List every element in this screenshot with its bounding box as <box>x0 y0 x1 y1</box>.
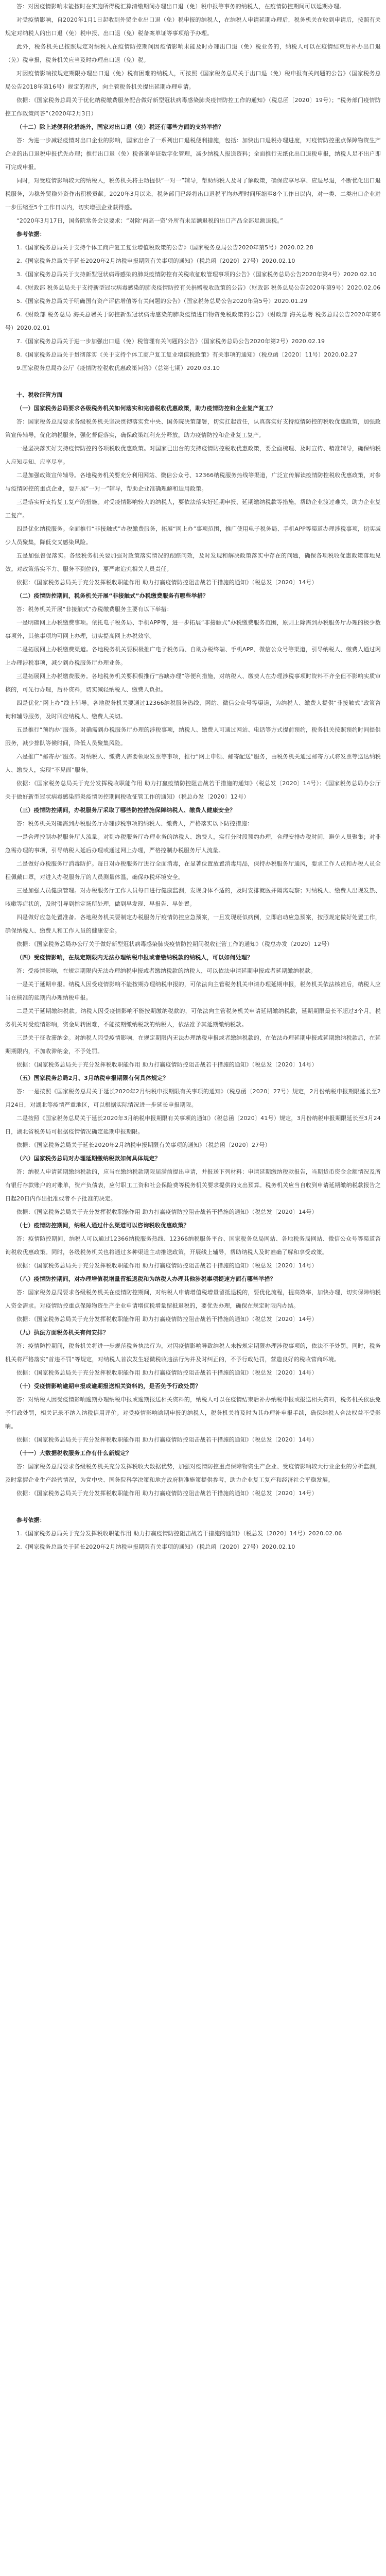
paragraph: 三是加强人员健康管理。对办税服务厅工作人员每日进行健康监测，发现身体不适的，及时安排就医并隔离观察；对纳税人、缴费人出现发热、咳嗽等症状的，及时引导到指定场所处理，做到早发现、早报告、早处置。 <box>5 887 381 907</box>
spacer <box>5 1500 381 1514</box>
paragraph: 依据：《国家税务总局关于充分发挥税收职能作用 助力打赢疫情防控阻击战若干措施的通知》（税总发〔2020〕14号） <box>16 1316 318 1323</box>
question-heading: （四）受疫情影响，在规定期限内无法办理纳税申报或者缴纳税款的纳税人，可以如何处理？ <box>16 954 253 961</box>
paragraph: 二是关于延期缴纳税款。纳税人因受疫情影响不能按期缴纳税款的，可依法向主管税务机关申请延期缴纳税款，延期期限最长不超过3个月。税务机关对受疫情影响，资金周转困难，不能按期缴纳税款的纳税人，依法准予其延期缴纳税款。 <box>5 1008 381 1028</box>
paragraph: 依据：《国家税务总局关于充分发挥税收职能作用 助力打赢疫情防控阻击战若干措施的通知》（税总发〔2020〕14号） <box>16 1209 318 1215</box>
paragraph: 四是优化“网上办”线上辅导。各地税务机关要通过12366纳税服务热线、网站、微信公众号等渠道，为纳税人、缴费人提供“非接触式”政策咨询和辅导服务，及时回应纳税人、缴费人关切。 <box>5 700 381 720</box>
paragraph: 依据：《国家税务总局关于优化纳税缴费服务配合做好新型冠状病毒感染肺炎疫情防控工作的通知》（税总函〔2020〕19号）；“税务部门疫情防控工作政策问答”（2020年2月3日） <box>5 97 381 117</box>
paragraph: 五是加强督促落实。各级税务机关要加强对政策落实情况的跟踪问效，及时发现和解决政策落实中存在的问题，确保各项税收优惠政策落地见效。对政策落实不力、服务不到位的，要严肃追究相关人员责任。 <box>5 552 381 572</box>
question-heading: （二）疫情防控期间，税务机关开展“非接触式”办税缴费服务有哪些举措？ <box>16 592 209 599</box>
question-heading: （五）国家税务总局2月、3月纳税申报期限有何具体规定？ <box>16 1075 169 1081</box>
section-heading: 十、税收征管方面 <box>16 392 63 398</box>
paragraph: 三是关于征收滞纳金。对纳税人因受疫情影响，在规定期限内无法办理纳税申报或者缴纳税款的，在依法办理延期申报或延期缴纳税款后，在延期期限内，不加收滞纳金，不予处罚。 <box>5 1035 381 1055</box>
paragraph: 同时，对受疫情影响较大的纳税人，税务机关将主动提供“一对一”辅导，帮助纳税人及时了解政策，确保应享尽享、应退尽退，不断优化出口退税服务，为稳外贸稳外资作出积极贡献。2020年3月以来，税务部门已经将出口退税平均办理时间压缩至8个工作日以内，对一类、二类出口企业进一步压缩至5个工作日以内，切实增强企业获得感。 <box>5 177 381 211</box>
paragraph: 依据：《国家税务总局关于充分发挥税收职能作用 助力打赢疫情防控阻击战若干措施的通知》（税总发〔2020〕14号） <box>16 1061 318 1068</box>
paragraph: 答：国家税务总局要求各级税务机关充分发挥税收大数据优势，加强对疫情防控重点保障物资生产企业、受疫情影响较大行业企业的分析监测，及时掌握企业生产经营情况，为党中央、国务院科学决策和地方政府精准施策提供参考，助力企业复工复产和经济社会平稳发展。 <box>5 1463 381 1483</box>
paragraph: 一是坚决落实好支持疫情防控的各项税收优惠政策。对国家已出台的支持疫情防控税收优惠政策，要全面梳理、及时宣传、精准辅导，确保纳税人应知尽知、应享尽享。 <box>5 445 381 465</box>
paragraph: 6.《财政部 税务总局 海关总署关于防控新型冠状病毒感染的肺炎疫情进口物资免税政策的公告》（财政部 海关总署 税务总局公告2020年第6号）2020.02.01 <box>5 311 381 331</box>
paragraph: 1.《国家税务总局关于支持个体工商户复工复业增值税政策的公告》（国家税务总局公告2020年第5号）2020.02.28 <box>16 244 313 251</box>
paragraph: 2.《国家税务总局关于延长2020年2月纳税申报期限有关事项的通知》（税总函〔2020〕27号）2020.02.10 <box>16 1544 295 1550</box>
paragraph: 4.《财政部 税务总局关于支持新型冠状病毒感染的肺炎疫情防控有关捐赠税收政策的公告》（财政部 税务总局公告2020年第9号）2020.02.06 <box>16 284 381 291</box>
question-heading: （九）执法方面税务机关有何安排？ <box>16 1329 109 1336</box>
paragraph: 依据：《国家税务总局办公厅关于做好新型冠状病毒感染肺炎疫情防控期间税收征管工作的通知》（税总办发〔2020〕12号） <box>16 941 333 947</box>
question-heading: 参考依据： <box>16 1517 45 1523</box>
paragraph: 四是做好应急处置准备。各地税务机关要制定办税服务厅疫情防控应急预案，一旦发现疑似病例，立即启动应急预案，按照规定做好处置工作，确保纳税人、缴费人和工作人员的健康安全。 <box>5 914 381 934</box>
paragraph: “2020年3月17日，国务院常务会议要求：“对除‘两高一资’外所有未足额退税的出口产品全部足额退税。” <box>16 217 283 224</box>
paragraph: 答：一是按照《国家税务总局关于延长2020年2月纳税申报期限有关事项的通知》（税总函〔2020〕27号）规定，2月份纳税申报期限延长至2月24日，对湖北等疫情严重地区，可以根据实际情况进一步延长申报期限。 <box>5 1088 381 1108</box>
paragraph: 答：国家税务总局要求各级税务机关在疫情防控期间，对纳税人申请增值税增量留抵退税的，要优化流程，提高效率，加快办理，切实保障纳税人资金需求。对疫情防控重点保障物资生产企业申请增值税增量留抵退税的，要优先办理，确保在规定时限内办结。 <box>5 1289 381 1309</box>
question-heading: （八）疫情防控期间，对办理增值税增量留抵退税和为纳税人办理其他涉税事项提速方面有哪些举措？ <box>16 1276 276 1282</box>
paragraph: 依据：《国家税务总局关于充分发挥税收职能作用 助力打赢疫情防控阻击战若干措施的通知》（税总发〔2020〕14号） <box>16 1436 318 1443</box>
paragraph: 答：纳税人申请延期缴纳税款的，应当在缴纳税款期限届满前提出申请，并报送下列材料：申请延期缴纳税款报告，当期货币资金余额情况及所有银行存款账户的对账单，资产负债表，应付职工工资和社会保险费等税务机关要求提供的支出预算。税务机关应当自收到申请延期缴纳税款报告之日起20日内作出批准或者不予批准的决定。 <box>5 1168 381 1202</box>
paragraph: 依据：《国家税务总局关于充分发挥税收职能作用 助力打赢疫情防控阻击战若干措施的通知》（税总发〔2020〕14号） <box>16 1490 318 1497</box>
paragraph: 答：税务机关开展“非接触式”办税缴费服务主要有以下举措： <box>16 606 172 613</box>
question-heading: （六）国家税务总局对办理延期缴纳税款如何具体规定？ <box>16 1155 161 1162</box>
paragraph: 一是关于延期申报。纳税人因受疫情影响不能按期办理纳税申报的，可依法向主管税务机关申请办理延期申报，税务机关依法核准后，纳税人应当在核准的延期内办理纳税申报。 <box>5 981 381 1001</box>
question-heading: 参考依据： <box>16 231 45 238</box>
paragraph: 5.《国家税务总局关于明确国有资产评估增值等有关问题的公告》（国家税务总局公告2020年第5号）2020.01.29 <box>16 298 308 304</box>
paragraph: 六是推广“邮寄办”服务。对纳税人、缴费人需要领取发票等事项，推行“网上申领、邮寄配送”服务，由税务机关通过邮寄方式将发票等送达纳税人、缴费人，实现“不见面”服务。 <box>5 753 381 773</box>
spacer <box>5 375 381 388</box>
paragraph: 依据：《国家税务总局关于充分发挥税收职能作用 助力打赢疫情防控阻击战若干措施的通知》（税总发〔2020〕14号） <box>16 1262 318 1269</box>
question-heading: （一）国家税务总局要求各级税务机关如何落实和完善税收优惠政策，助力疫情防控和企业复产复工？ <box>16 405 276 412</box>
paragraph: 1.《国家税务总局关于充分发挥税收职能作用 助力打赢疫情防控阻击战若干措施的通知》（税总发〔2020〕14号）2020.02.06 <box>16 1530 342 1537</box>
paragraph: 依据：《国家税务总局关于充分发挥税收职能作用 助力打赢疫情防控阻击战若干措施的通知》（税总发〔2020〕14号） <box>16 1369 318 1376</box>
paragraph: 二是拓展网上办税缴费渠道。各地税务机关要积极推广电子税务局、自助办税终端、手机APP、微信公众号等渠道，引导纳税人、缴费人通过网上办理涉税事项，减少到办税服务厅办理业务。 <box>5 646 381 666</box>
paragraph: 3.《国家税务总局关于支持新型冠状病毒感染的肺炎疫情防控有关税收征收管理事项的公告》（国家税务总局公告2020年第4号）2020.02.10 <box>16 271 377 278</box>
paragraph: 四是优化纳税服务。全面推行“非接触式”办税缴费服务，拓展“网上办”事项范围，推广使用电子税务局、手机APP等渠道办理涉税事项，切实减少人员聚集，降低交叉感染风险。 <box>5 526 381 546</box>
question-heading: （十二）除上述便利化措施外，国家对出口退（免）税还有哪些方面的支持举措？ <box>16 124 224 130</box>
paragraph: 一是明确网上办税缴费事项。依托电子税务局、手机APP等，进一步拓展“非接触式”办税缴费服务范围，原则上除需到办税服务厅办理的极少数事项外，其他事项均可网上办理，切实提高网上办税效率。 <box>5 619 381 639</box>
question-heading: （十一）大数据税收服务工作有什么新规定？ <box>16 1450 132 1456</box>
paragraph: 三是落实好支持复工复产的措施。对受疫情影响较大的纳税人，要依法落实好延期申报、延期缴纳税款等措施，帮助企业渡过难关，助力企业复工复产。 <box>5 499 381 519</box>
paragraph: 8.《国家税务总局关于贯彻落实《关于支持个体工商户复工复业增值税政策》有关事项的通知》（税总函〔2020〕11号）2020.02.27 <box>16 351 358 358</box>
paragraph: 对受疫情影响，自2020年1月1日起收到外贸企业出口退（免）税申报的纳税人，在纳税人申请延期办理后，税务机关在收到申请后，按照有关规定对纳税人的出口退（免）税申报、出口退（免）税备案单证等事项给予办理。 <box>5 16 381 37</box>
paragraph: 三是拓展网上办税缴费服务。各地税务机关要积极推行“容缺办理”等便利措施，对纳税人、缴费人在办理涉税事项时资料不齐全但不影响实质审核的，可先行办理，后补资料，切实减轻纳税人、缴费人负担。 <box>5 673 381 693</box>
paragraph: 答：国家税务总局要求各级税务机关坚决贯彻落实党中央、国务院决策部署，切实扛起责任，认真落实好支持疫情防控的税收优惠政策，加强政策宣传辅导，优化纳税服务，强化督促落实，确保政策红利充分释放，助力疫情防控和企业复工复产。 <box>5 418 381 438</box>
paragraph: 二是按照《国家税务总局关于延长2020年3月纳税申报期限有关事项的通知》（税总函〔2020〕41号）规定，3月份纳税申报期限延长至3月24日，湖北省税务局可根据疫情情况确定延期申报期限。 <box>5 1115 381 1135</box>
paragraph: 2.《国家税务总局关于延长2020年2月纳税申报期限有关事项的通知》（税总函〔2020〕27号）2020.02.10 <box>16 258 295 264</box>
paragraph: 一是合理控制办税服务厅人流量。对到办税服务厅办理业务的纳税人、缴费人，实行分时段预约办理，合理安排办税时间，避免人员聚集；对非急需办理的事项，引导纳税人延后办理或通过网上办理，严格控制办税服务厅人流量。 <box>5 834 381 854</box>
question-heading: （七）疫情防控期间，纳税人通过什么渠道可以咨询税收优惠政策？ <box>16 1222 189 1229</box>
paragraph: 答：对因疫情影响未能按时在实施所得税汇算清缴期间办理出口退（免）税申报等事务的纳税人，在疫情防控期间可以延期办理。 <box>16 3 345 10</box>
paragraph: 9.国家税务总局办公厅《疫情防控税收优惠政策问答》（总第七期）2020.03.10 <box>16 365 220 371</box>
paragraph: 二是加强政策宣传辅导。各地税务机关要充分利用网站、微信公众号、12366纳税服务热线等渠道，广泛宣传解读疫情防控税收优惠政策，对参与疫情防控的重点企业，要开展“一对一”辅导，帮助企业准确理解和适用政策。 <box>5 472 381 492</box>
paragraph: 依据：《国家税务总局关于充分发挥税收职能作用 助力打赢疫情防控阻击战若干措施的通知》（税总发〔2020〕14号） <box>16 579 318 586</box>
paragraph: 对因疫情影响按规定期限办理出口退（免）税有困难的纳税人，可按照《国家税务总局关于出口退（免）税申报有关问题的公告》（国家税务总局公告2018年第16号）规定的程序，向主管税务机关提出延期办理申请。 <box>5 70 381 90</box>
question-heading: （三）疫情防控期间，办税服务厅采取了哪些防控措施保障纳税人、缴费人健康安全？ <box>16 807 236 814</box>
paragraph: 答：为进一步减轻疫情对出口企业的影响，国家出台了一系列出口退税便利措施，包括：加快出口退税办理进度，对疫情防控重点保障物资生产企业的出口退税申报优先办理；推行出口退（免）税备案单证数字化管理，减少纳税人报送资料；全面推行无纸化出口退税申报，纳税人足不出户即可完成申报。 <box>5 137 381 171</box>
paragraph: 7.《国家税务总局关于进一步加强出口退（免）税管理有关问题的公告》（国家税务总局公告2020年第2号）2020.02.19 <box>16 338 325 345</box>
paragraph: 答：受疫情影响，在规定期限内无法办理纳税申报或者缴纳税款的纳税人，可以依法申请延期申报或者延期缴纳税款。 <box>16 968 317 974</box>
paragraph: 答：税务机关对确需到办税服务厅办理涉税事项的纳税人、缴费人，严格落实以下防控措施： <box>16 820 253 827</box>
paragraph: 二是做好办税服务厅消毒防护。每日对办税服务厅进行全面消毒，在显著位置放置消毒用品，保持办税服务厅通风，要求工作人员和办税人员全程佩戴口罩，对进入办税服务厅的人员测量体温，确保办税环境安全。 <box>5 860 381 880</box>
paragraph: 答：疫情防控期间，纳税人可以通过12366纳税服务热线、12366纳税服务平台、国家税务总局网站、各地税务局网站、微信公众号等渠道咨询税收优惠政策。同时，各级税务机关也将通过多种渠道主动推送政策，开展线上辅导，帮助纳税人及时准确了解和享受政策。 <box>5 1235 381 1256</box>
question-heading: （十）受疫情影响逾期申报或逾期报送相关资料的，是否免予行政处罚？ <box>16 1383 201 1389</box>
paragraph: 依据：《国家税务总局关于延长2020年2月纳税申报期限有关事项的通知》（税总函〔2020〕27号） <box>16 1142 271 1148</box>
paragraph: 答：对纳税人因受疫情影响逾期办理纳税申报或逾期报送相关资料的，纳税人可以在疫情结束后补办纳税申报或报送相关资料，税务机关依法免予行政处罚，相关记录不纳入纳税信用评价。对受疫情影响逾期申报的纳税人，税务机关将及时为其办理补申报手续，确保纳税人合法权益不受影响。 <box>5 1396 381 1430</box>
paragraph: 依据：《国家税务总局关于充分发挥税收职能作用 助力打赢疫情防控阻击战若干措施的通知》（税总发〔2020〕14号）；《国家税务总局办公厅关于做好新型冠状病毒感染肺炎疫情防控期间税收征管工作的通知》（税总办发〔2020〕12号） <box>5 780 381 800</box>
paragraph: 答：疫情防控期间，税务机关将进一步规范税务执法行为，对因疫情影响导致纳税人未按规定期限办理涉税事项的，依法不予处罚。同时，税务机关将严格落实“首违不罚”等规定，对纳税人首次发生轻微税收违法行为并及时纠正的，不予行政处罚，营造良好的税收营商环境。 <box>5 1343 381 1363</box>
paragraph: 五是推行“预约办”服务。对确需到办税服务厅办理的涉税事项，纳税人、缴费人可通过网站、电话等方式提前预约，税务机关按照预约时间提供服务，减少排队等候时间，降低人员聚集风险。 <box>5 726 381 747</box>
paragraph: 此外，税务机关已按照规定对纳税人在疫情防控期间因疫情影响未能及时办理出口退（免）税业务的，纳税人可以在疫情结束后补办出口退（免）税申报，税务机关应当及时办理出口退（免）税。 <box>5 43 381 63</box>
